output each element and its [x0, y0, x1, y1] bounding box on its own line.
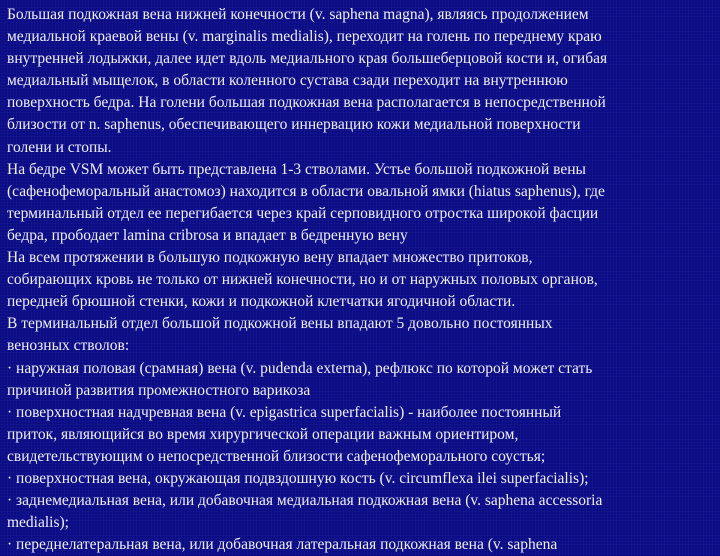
text-line: medialis);	[7, 514, 69, 532]
text-line: приток, являющийся во время хирургической операции важным ориентиром,	[7, 425, 519, 443]
text-line: · заднемедиальная вена, или добавочная медиальная подкожная вена (v. saphena accessoria	[7, 492, 603, 510]
text-line: терминальный отдел ее перегибается через край серповидного отростка широкой фасции	[7, 204, 599, 222]
body-text	[7, 4, 713, 556]
text-line: причиной развития промежностного варикоза	[7, 381, 311, 399]
text-line: · наружная половая (срамная) вена (v. pudenda externa), рефлюкс по которой может стать	[7, 359, 593, 377]
text-line: внутренней лодыжки, далее идет вдоль медиального края большеберцовой кости и, огибая	[7, 50, 608, 68]
text-line: На бедре VSM может быть представлена 1-3 стволами. Устье большой подкожной вены	[7, 160, 586, 178]
text-line: свидетельствующим о непосредственной близости сафенофеморального соустья;	[7, 447, 546, 465]
text-line: · поверхностная надчревная вена (v. epigastrica superfacialis) - наиболее постоянный	[7, 403, 562, 421]
text-line: На всем протяжении в большую подкожную вену впадает множество притоков,	[7, 249, 533, 267]
text-line: бедра, прободает lamina cribrosa и впадает в бедренную вену	[7, 226, 408, 244]
text-line: Большая подкожная вена нижней конечности (v. saphena magna), являясь продолжением	[7, 6, 589, 23]
text-line: передней брюшной стенки, кожи и подкожной клетчатки ягодичной области.	[7, 293, 516, 311]
text-line: медиальной краевой вены (v. marginalis medialis), переходит на голень по переднему краю	[7, 28, 602, 46]
text-line: голени и стопы.	[7, 138, 112, 156]
text-line: медиальный мыщелок, в области коленного сустава сзади переходит на внутреннюю	[7, 72, 568, 90]
text-line: близости от n. saphenus, обеспечивающего иннервацию кожи медиальной поверхности	[7, 116, 581, 134]
text-line: поверхность бедра. На голени большая подкожная вена располагается в непосредственной	[7, 94, 606, 112]
text-line: · поверхностная вена, окружающая подвздошную кость (v. circumflexa ilei superfacialis);	[7, 469, 589, 487]
text-line: собирающих кровь не только от нижней конечности, но и от наружных половых органов,	[7, 271, 598, 289]
text-line: · переднелатеральная вена, или добавочная латеральная подкожная вена (v. saphena	[7, 536, 558, 554]
text-line: венозных стволов:	[7, 337, 130, 355]
text-line: (сафенофеморальный анастомоз) находится в области овальной ямки (hiatus saphenus), где	[7, 182, 605, 200]
text-line: В терминальный отдел большой подкожной вены впадают 5 довольно постоянных	[7, 315, 553, 333]
